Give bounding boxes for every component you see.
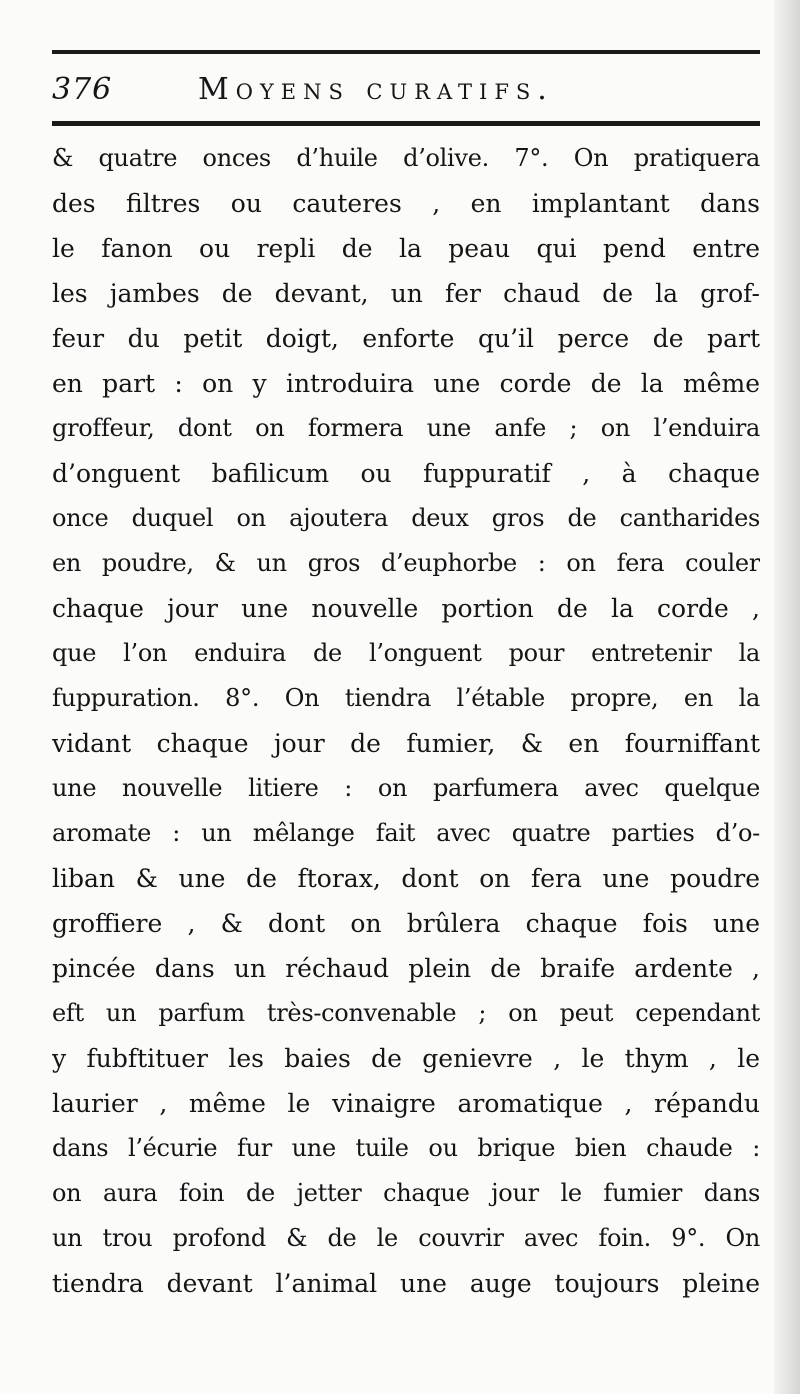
body-text <box>52 136 760 1306</box>
text-line: groffiere , & dont on brûlera chaque fois une <box>52 909 760 938</box>
running-title: Moyens curatifs. <box>198 72 554 107</box>
text-line: le fanon ou repli de la peau qui pend entre <box>52 234 760 263</box>
header-rule-top <box>52 50 760 54</box>
text-line: les jambes de devant, un fer chaud de la grof- <box>52 279 760 308</box>
text-line: laurier , même le vinaigre aromatique , répandu <box>52 1089 760 1118</box>
text-line: que l’on enduira de l’onguent pour entretenir la <box>52 639 760 667</box>
text-line: en poudre, & un gros d’euphorbe : on fera couler <box>52 549 760 577</box>
text-line: groffeur, dont on formera une anfe ; on l’enduira <box>52 414 760 442</box>
text-line: tiendra devant l’animal une auge toujours pleine <box>52 1269 760 1298</box>
text-line: eft un parfum très-convenable ; on peut cependant <box>52 999 760 1027</box>
text-line: un trou profond & de le couvrir avec foin. 9°. On <box>52 1224 760 1252</box>
text-line: pincée dans un réchaud plein de braife ardente , <box>52 954 760 983</box>
header-rule-bottom <box>52 121 760 126</box>
text-line: d’onguent bafilicum ou fuppuratif , à chaque <box>52 459 760 488</box>
text-line: en part : on y introduira une corde de la même <box>52 369 760 398</box>
page-number: 376 <box>52 72 113 107</box>
text-line: chaque jour une nouvelle portion de la corde , <box>52 594 760 623</box>
text-line: fuppuration. 8°. On tiendra l’étable propre, en la <box>52 684 760 712</box>
text-line: liban & une de ftorax, dont on fera une poudre <box>52 864 760 893</box>
text-line: feur du petit doigt, enforte qu’il perce de part <box>52 324 760 353</box>
text-line: une nouvelle litiere : on parfumera avec quelque <box>52 774 760 802</box>
page-edge-shadow <box>774 0 800 1394</box>
text-line: des filtres ou cauteres , en implantant dans <box>52 189 760 218</box>
text-line: aromate : un mêlange fait avec quatre parties d’o- <box>52 819 760 847</box>
text-line: dans l’écurie fur une tuile ou brique bien chaude : <box>52 1134 760 1162</box>
text-line: & quatre onces d’huile d’olive. 7°. On pratiquera <box>52 144 760 172</box>
text-line: y fubftituer les baies de genievre , le thym , le <box>52 1044 760 1073</box>
text-line: once duquel on ajoutera deux gros de cantharides <box>52 504 760 532</box>
text-line: vidant chaque jour de fumier, & en fourniffant <box>52 729 760 758</box>
text-line: on aura foin de jetter chaque jour le fumier dans <box>52 1179 760 1207</box>
running-header <box>52 70 760 114</box>
